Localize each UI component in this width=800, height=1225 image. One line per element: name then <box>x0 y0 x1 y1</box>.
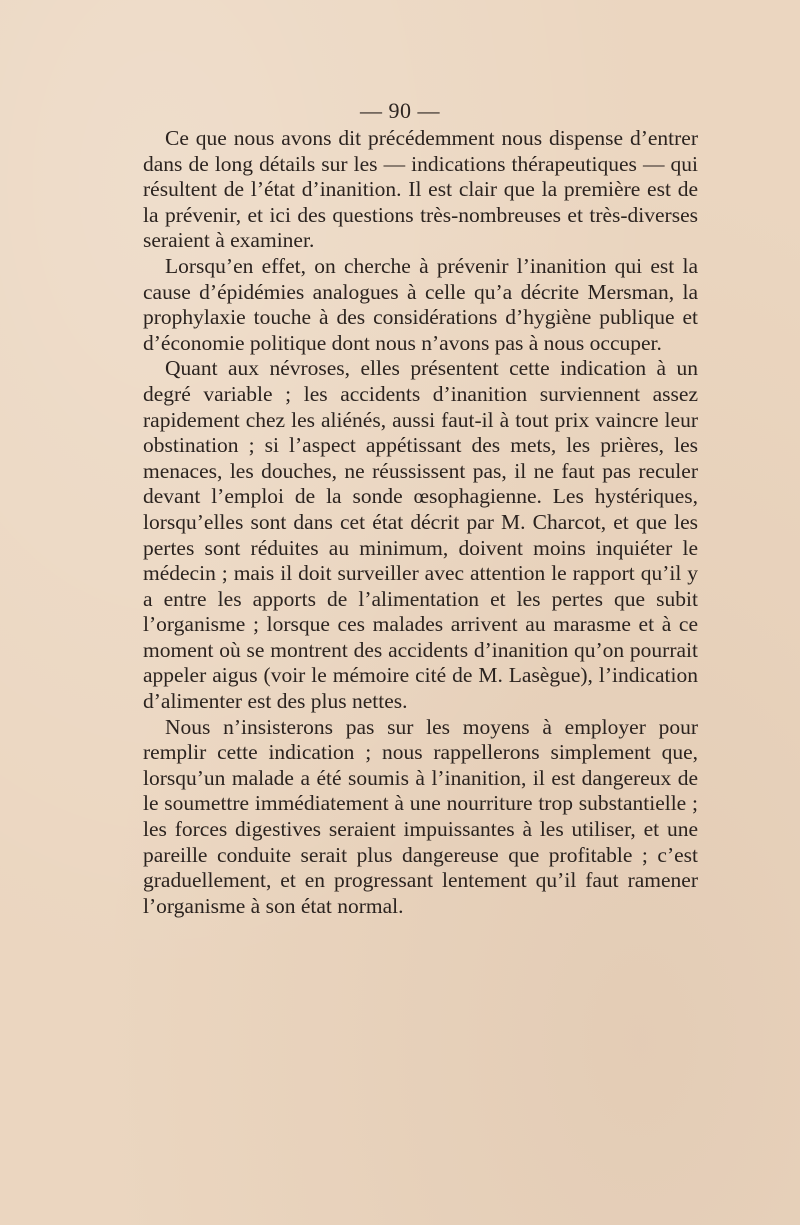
paragraph-moyens: Nous n’insisterons pas sur les moyens à employer pour remplir cette indication ; nous rappellerons simplement que, lorsqu’un malade a été soumis à l’inanition, il est dangereux de le soumettre immédiatement à une nourriture trop substantielle ; les forces digestives seraient impuissantes à les utiliser, et une pareille conduite serait plus dangereuse que profitable ; c’est graduellement, et en progressant lentement qu’il faut ramener l’organisme à son état normal. <box>143 714 698 918</box>
paragraph-nevroses: Quant aux névroses, elles présentent cette indication à un degré variable ; les accidents d’inanition surviennent assez rapidement chez les aliénés, aussi faut-il à tout prix vaincre leur obstination ; si l’aspect appétissant des mets, les prières, les menaces, les douches, ne réussissent pas, il ne faut pas reculer devant l’emploi de la sonde œsophagienne. Les hystériques, lorsqu’elles sont dans cet état décrit par M. Charcot, et que les pertes sont réduites au minimum, doivent moins inquiéter le médecin ; mais il doit surveiller avec attention le rapport qu’il y a entre les apports de l’alimentation et les pertes que subit l’organisme ; lorsque ces malades arrivent au marasme et à ce moment où se montrent des accidents d’inanition qu’on pourrait appeler aigus (voir le mémoire cité de M. Lasègue), l’indication d’alimenter est des plus nettes. <box>143 356 698 714</box>
page-body <box>143 126 698 919</box>
paragraph-prophylaxie: Lorsqu’en effet, on cherche à prévenir l’inanition qui est la cause d’épidémies analogues à celle qu’a décrite Mersman, la prophylaxie touche à des considérations d’hygiène publique et d’économie politique dont nous n’avons pas à nous occuper. <box>143 253 698 355</box>
paragraph-indications: Ce que nous avons dit précédemment nous dispense d’entrer dans de long détails sur les — indications thérapeutiques — qui résultent de l’état d’inanition. Il est clair que la première est de la prévenir, et ici des questions très-nombreuses et très-diverses seraient à examiner. <box>143 126 698 253</box>
page-number: — 90 — <box>360 98 440 123</box>
